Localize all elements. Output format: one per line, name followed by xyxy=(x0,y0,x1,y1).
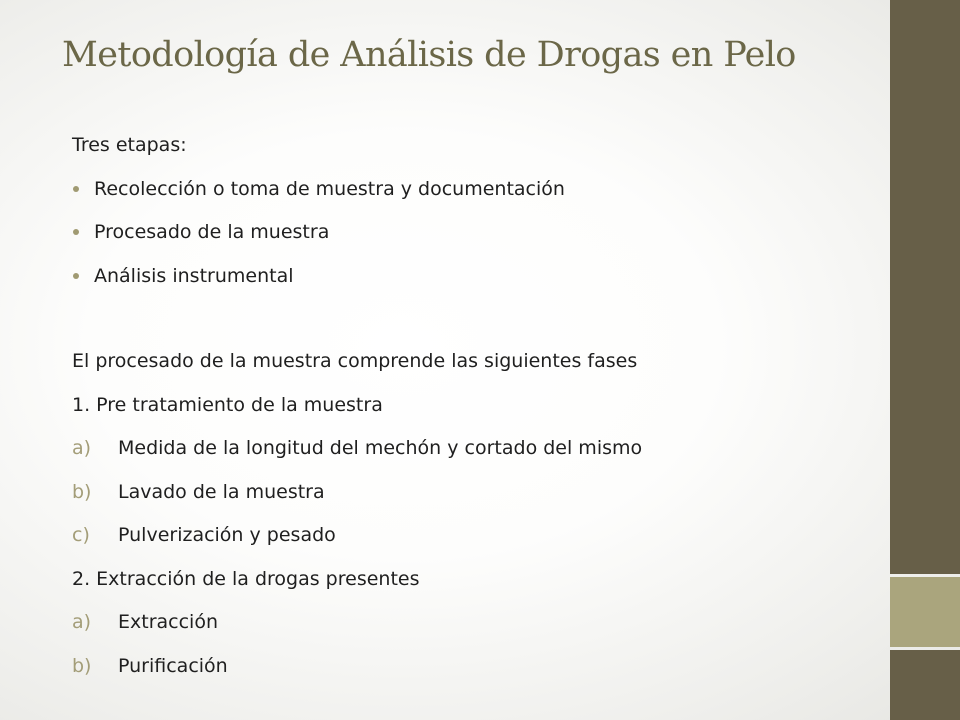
slide-title: Metodología de Análisis de Drogas en Pelo xyxy=(62,35,796,75)
phase-item-label: Lavado de la muestra xyxy=(118,480,325,503)
stage-label: Procesado de la muestra xyxy=(94,221,330,243)
stage-item xyxy=(72,211,872,255)
phase-item-label: Medida de la longitud del mechón y cortado del mismo xyxy=(118,437,643,459)
stage-item xyxy=(72,255,872,299)
intro-text: Tres etapas: xyxy=(72,134,187,156)
phase-item xyxy=(72,514,872,558)
bullet-icon xyxy=(73,229,79,235)
bullet-icon xyxy=(73,186,79,192)
stage-item xyxy=(72,168,872,212)
phase-heading: 1. Pre tratamiento de la muestra xyxy=(72,393,383,416)
list-marker: a) xyxy=(72,611,92,633)
bullet-icon xyxy=(73,273,79,279)
phase-item-label: Pulverización y pesado xyxy=(118,524,336,546)
phase-item xyxy=(72,601,872,645)
stage-label: Análisis instrumental xyxy=(94,264,294,287)
process-intro: El procesado de la muestra comprende las siguientes fases xyxy=(72,350,638,372)
phase-item-label: Extracción xyxy=(118,611,218,633)
sidebar-decoration xyxy=(890,0,960,720)
spacer xyxy=(72,298,872,340)
slide-body xyxy=(72,124,872,688)
stage-label: Recolección o toma de muestra y documentación xyxy=(94,177,565,200)
phase-item xyxy=(72,471,872,515)
list-marker: b) xyxy=(72,654,92,677)
phase-item-label: Purificación xyxy=(118,654,228,677)
list-marker: b) xyxy=(72,480,92,503)
phase-heading: 2. Extracción de la drogas presentes xyxy=(72,567,420,590)
list-marker: a) xyxy=(72,437,92,459)
list-marker: c) xyxy=(72,524,90,546)
sidebar-band-middle xyxy=(890,577,960,647)
sidebar-band-top xyxy=(890,0,960,574)
sidebar-band-bottom xyxy=(890,650,960,720)
phase-item xyxy=(72,645,872,689)
phase-item xyxy=(72,427,872,471)
